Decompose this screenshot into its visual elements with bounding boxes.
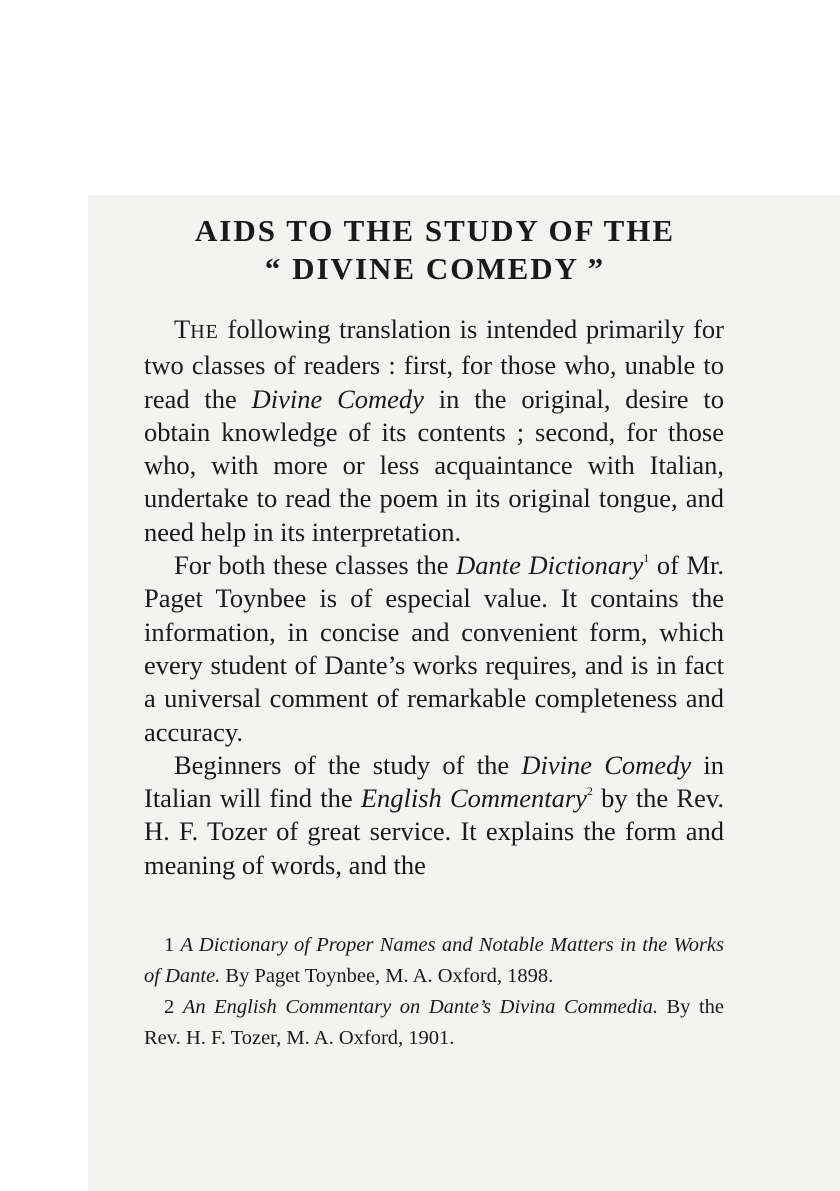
para2-italic: Dante Dictionary: [456, 550, 644, 581]
footnote-1: [144, 930, 724, 992]
footnote-2-rest: By the Rev. H. F. Tozer, M. A. Oxford, 1901.: [144, 996, 725, 1049]
paragraph-1: [144, 313, 724, 549]
drop-lead: [174, 314, 219, 344]
para2-text-a: For both these classes the: [174, 550, 457, 581]
page-title-line-1: AIDS TO THE STUDY OF THE: [194, 213, 676, 248]
footnote-1-title: A Dictionary of Proper Names and Notable Matters in the Works of Dante.: [144, 934, 725, 987]
para1-text-a: following translation is intended primarily for two classes of readers : first, for those who, unable to read the: [144, 314, 724, 414]
footnote-2-number: 2: [164, 996, 175, 1018]
para1-text-b: in the original, desire to obtain knowledge of its contents ; second, for those who, with more or less acquaintance with Italian, undertake to read the poem in its original tongue, and need help in its interpretation.: [144, 383, 724, 547]
body-text: [144, 313, 724, 882]
para3-italic-1: Divine Comedy: [521, 749, 692, 780]
footnote-1-rest: By Paget Toynbee, M. A. Oxford, 1898.: [220, 965, 554, 987]
para1-italic: Divine Comedy: [251, 383, 424, 414]
lead-word: THE: [174, 314, 219, 344]
para3-italic-2: English Commentary: [360, 783, 587, 814]
para3-text-b: in Italian will find the: [144, 749, 724, 814]
footnote-ref-1: 1: [643, 551, 650, 566]
footnotes: [144, 930, 724, 1054]
para2-text-b: of Mr. Paget Toynbee is of especial value. It contains the information, in concise and convenient form, which every student of Dante’s works requires, and is in fact a universal comment of remarkable completeness and accuracy.: [144, 550, 725, 747]
para3-text-a: Beginners of the study of the: [174, 749, 522, 780]
footnote-2-title: An English Commentary on Dante’s Divina Commedia.: [182, 996, 658, 1018]
paragraph-3: [144, 749, 724, 882]
footnote-1-number: 1: [164, 934, 175, 956]
page-title-line-2: “ DIVINE COMEDY ”: [264, 251, 606, 286]
paragraph-2: [144, 549, 724, 749]
footnote-2: [144, 992, 724, 1054]
footnote-ref-2: 2: [586, 784, 593, 799]
para3-text-c: by the Rev. H. F. Tozer of great service. It explains the form and meaning of words, and the: [144, 783, 724, 880]
